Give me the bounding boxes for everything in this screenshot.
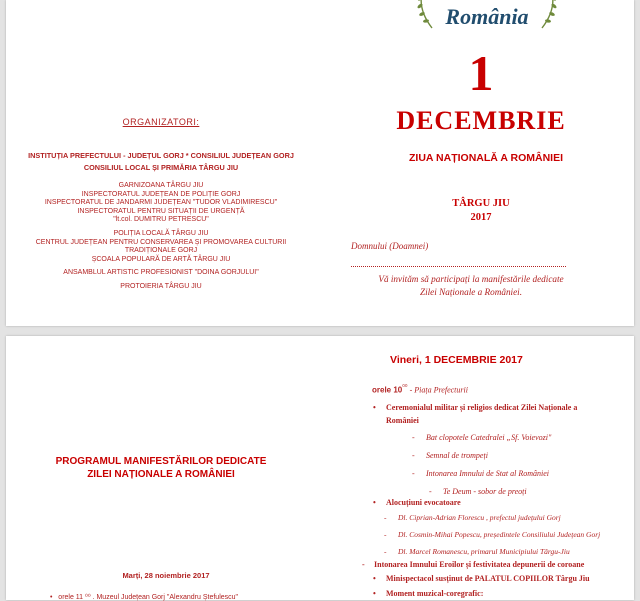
- ceremonial-line: României: [386, 416, 419, 425]
- event-year: 2017: [470, 212, 492, 223]
- addressee-dotted-line: [351, 266, 566, 267]
- vineri-date-value: 1 DECEMBRIE 2017: [424, 354, 523, 366]
- addressee-label: Domnului (Doamnei): [351, 241, 429, 251]
- bullet-icon: •: [373, 574, 376, 583]
- city-year: [406, 197, 556, 225]
- speaker-item: [384, 530, 601, 539]
- organizer-item: PROTOIERIA TÂRGU JIU: [120, 282, 202, 290]
- dash-icon: -: [384, 530, 387, 539]
- day-number: 1: [468, 45, 494, 101]
- time-location: [372, 383, 468, 395]
- speaker-item: [384, 513, 561, 522]
- month-title: DECEMBRIE: [396, 106, 566, 135]
- program-title-line: ZILEI NAȚIONALE A ROMÂNIEI: [87, 469, 235, 480]
- speaker-text: Dl. Cosmin-Mihai Popescu, președintele Consiliului Județean Gorj: [398, 530, 601, 539]
- location-text: - Piața Prefecturii: [407, 385, 468, 395]
- dash-icon: -: [412, 451, 415, 460]
- bullet-icon: •: [373, 589, 376, 598]
- vineri-prefix: Vineri,: [390, 354, 425, 366]
- city-name: TÂRGU JIU: [452, 198, 510, 209]
- organizer-item: CENTRUL JUDEȚEAN PENTRU CONSERVAREA ȘI PROMOVAREA CULTURII: [35, 238, 287, 246]
- imn-eroilor-item: [362, 560, 585, 569]
- bullet-icon: •: [373, 498, 376, 507]
- speaker-item: [384, 547, 570, 556]
- romania-logo: [414, 0, 560, 36]
- dash-icon: -: [429, 487, 432, 496]
- organizer-item: GARNIZOANA TÂRGU JIU: [118, 182, 204, 189]
- time-label: orele 10: [372, 385, 403, 395]
- program-page: [6, 336, 634, 600]
- minispectacol-text: Minispectacol susținut de PALATUL COPIILOR Târgu Jiu: [386, 574, 590, 583]
- marti-date: Marți, 28 noiembrie 2017: [122, 571, 210, 580]
- program-title-line: PROGRAMUL MANIFESTĂRILOR DEDICATE: [55, 456, 267, 467]
- minispectacol-item: [373, 574, 590, 583]
- alocutiuni-item: [373, 498, 461, 507]
- bullet-icon: •: [373, 403, 376, 412]
- speaker-text: Dl. Ciprian-Adrian Florescu , prefectul județului Gorj: [398, 513, 561, 522]
- invitation-line: Vă invităm să participați la manifestările dedicate: [378, 274, 564, 284]
- organizers-list: [6, 182, 316, 292]
- bullet-icon: •: [50, 594, 59, 601]
- ceremonial-subitem-text: Intonarea Imnului de Stat al României: [426, 469, 550, 478]
- speaker-text: Dl. Marcel Romanescu, primarul Municipiului Târgu-Jiu: [398, 547, 570, 556]
- dash-icon: -: [362, 560, 365, 569]
- program-title: [36, 455, 286, 481]
- ceremonial-subitem-text: Semnal de trompeți: [426, 451, 488, 460]
- alocutiuni-title: Alocuțiuni evocatoare: [386, 498, 461, 507]
- invitation-text: [351, 273, 591, 298]
- organizer-item: TRADIȚIONALE GORJ: [124, 247, 198, 255]
- logo-text: România: [445, 4, 529, 29]
- vineri-date: [390, 354, 523, 366]
- organizer-item: INSPECTORATUL DE JANDARMI JUDEȚEAN "TUDOR VLADIMIRESCU": [44, 199, 278, 207]
- time-sup: ⁰⁰: [402, 384, 408, 391]
- ceremonial-subitem-text: Bat clopotele Catedralei „Sf. Voievozi": [426, 433, 552, 442]
- organizers-main-line: INSTITUȚIA PREFECTULUI - JUDEȚUL GORJ * CONSILIUL JUDEȚEAN GORJ: [28, 151, 294, 160]
- organizers-main-line: CONSILIUL LOCAL ȘI PRIMĂRIA TÂRGU JIU: [83, 163, 239, 172]
- dash-icon: -: [384, 513, 387, 522]
- organizer-item: POLIȚIA LOCALĂ TÂRGU JIU: [113, 229, 209, 237]
- marti-event-text: orele 11 ⁰⁰ . Muzeul Județean Gorj "Alexandru Ștefulescu": [58, 594, 239, 601]
- moment-item: [373, 589, 484, 598]
- organizers-main: [6, 150, 316, 174]
- invitation-line: Zilei Naționale a României.: [419, 286, 523, 297]
- invitation-page: [6, 0, 634, 326]
- ceremonial-item: [373, 401, 626, 427]
- ceremonial-subitem: [412, 469, 550, 478]
- moment-text: Moment muzical-coregrafic:: [386, 589, 484, 598]
- ceremonial-subitem: [429, 487, 527, 496]
- imn-eroilor-text: Intonarea Imnului Eroilor și festivitatea depunerii de coroane: [374, 560, 585, 569]
- organizer-item: INSPECTORATUL JUDEȚEAN DE POLIȚIE GORJ: [81, 190, 241, 198]
- dash-icon: -: [412, 433, 415, 442]
- dash-icon: -: [412, 469, 415, 478]
- ceremonial-subitem-text: Te Deum - sobor de preoți: [443, 487, 527, 496]
- ceremonial-line: Ceremonialul militar și religios dedicat Zilei Naționale a: [386, 403, 578, 412]
- organizer-item: ANSAMBLUL ARTISTIC PROFESIONIST "DOINA GORJULUI": [63, 269, 259, 277]
- organizer-item: "lt.col. DUMITRU PETRESCU": [113, 216, 209, 224]
- organizers-title: ORGANIZATORI:: [122, 117, 200, 127]
- organizer-item: ȘCOALA POPULARĂ DE ARTĂ TÂRGU JIU: [91, 255, 231, 263]
- organizer-item: INSPECTORATUL PENTRU SITUAȚII DE URGENȚĂ: [77, 207, 245, 215]
- dash-icon: -: [384, 547, 387, 556]
- national-day-title: ZIUA NAȚIONALĂ A ROMÂNIEI: [409, 152, 563, 164]
- ceremonial-subitem: [412, 433, 552, 442]
- ceremonial-subitem: [412, 451, 488, 460]
